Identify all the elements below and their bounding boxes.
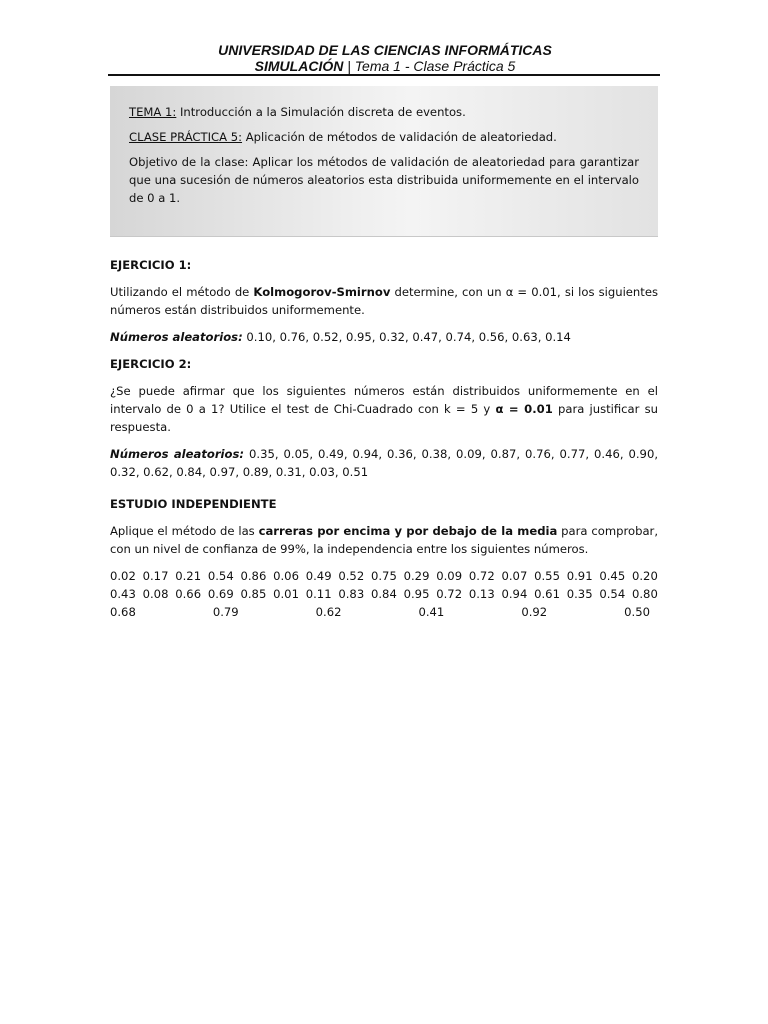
- number-value: 0.06: [273, 569, 299, 583]
- estudio-title: ESTUDIO INDEPENDIENTE: [110, 497, 277, 511]
- estudio-text-a: Aplique el método de las: [110, 524, 259, 538]
- ej2-nums: 0.35, 0.05, 0.49, 0.94, 0.36, 0.38, 0.09, 0.87, 0.76, 0.77, 0.46, 0.90, 0.32, 0.62, 0.84, 0.97, 0.89, 0.31, 0.03, 0.51: [110, 447, 658, 479]
- number-value: 0.43: [110, 587, 136, 601]
- numbers-row-1: [110, 567, 658, 585]
- number-value: 0.01: [273, 587, 299, 601]
- number-value: 0.95: [403, 587, 430, 601]
- estudio-text-b: para comprobar, con un nivel de confianza de 99%, la independencia entre los siguientes números.: [110, 524, 659, 556]
- header-subtitle: Tema 1 - Clase Práctica 5: [354, 58, 516, 74]
- number-value: 0.21: [175, 569, 202, 583]
- number-value: 0.08: [142, 587, 169, 601]
- header-rule: [108, 74, 660, 76]
- number-value: 0.69: [207, 587, 234, 601]
- number-value: 0.62: [315, 605, 342, 619]
- estudio-method: carreras por encima y por debajo de la media: [258, 524, 558, 538]
- number-value: 0.20: [632, 569, 658, 583]
- number-value: 0.85: [240, 587, 267, 601]
- university-name: UNIVERSIDAD DE LAS CIENCIAS INFORMÁTICAS: [218, 42, 552, 58]
- tema-text: Introducción a la Simulación discreta de eventos.: [176, 105, 466, 119]
- number-value: 0.68: [110, 605, 136, 619]
- tema-line: [129, 103, 639, 121]
- ej1-nums: 0.10, 0.76, 0.52, 0.95, 0.32, 0.47, 0.74, 0.56, 0.63, 0.14: [242, 330, 571, 344]
- numbers-row-2: [110, 585, 658, 603]
- number-value: 0.94: [501, 587, 528, 601]
- number-value: 0.09: [436, 569, 463, 583]
- number-value: 0.84: [371, 587, 397, 601]
- number-value: 0.61: [534, 587, 560, 601]
- number-value: 0.45: [599, 569, 626, 583]
- objetivo-label: Objetivo de la clase:: [129, 155, 249, 169]
- estudio-statement: [110, 522, 658, 558]
- course-name: SIMULACIÓN: [254, 58, 344, 74]
- number-value: 0.66: [175, 587, 202, 601]
- document-header: [110, 42, 660, 74]
- number-value: 0.54: [207, 569, 234, 583]
- ej1-numbers: [110, 328, 658, 346]
- estudio-numbers: [110, 567, 658, 621]
- number-value: 0.79: [212, 605, 239, 619]
- ej2-nums-label: Números aleatorios:: [110, 447, 245, 461]
- number-value: 0.72: [468, 569, 495, 583]
- ej1-title: EJERCICIO 1:: [110, 258, 192, 272]
- ej2-text-a: ¿Se puede afirmar que los siguientes números están distribuidos uniformemente en el intervalo de 0 a 1? Utilice el test de Chi-Cuadrado con k = 5 y: [110, 384, 658, 416]
- objetivo-text: Aplicar los métodos de validación de aleatoriedad para garantizar que una sucesión de números aleatorios esta distribuida uniformemente en el intervalo de 0 a 1.: [129, 155, 639, 205]
- ej1-statement: [110, 283, 658, 319]
- number-value: 0.91: [566, 569, 593, 583]
- number-value: 0.07: [501, 569, 528, 583]
- number-value: 0.11: [305, 587, 332, 601]
- ej1-method: Kolmogorov-Smirnov: [253, 285, 391, 299]
- ej2-text-b: para justificar su respuesta.: [110, 402, 658, 434]
- number-value: 0.50: [624, 605, 650, 619]
- number-value: 0.41: [418, 605, 445, 619]
- number-value: 0.54: [599, 587, 626, 601]
- ej1-text-b: determine, con un α = 0.01, si los siguientes números están distribuidos uniformemente.: [110, 285, 658, 317]
- number-value: 0.02: [110, 569, 136, 583]
- ej1-text-a: Utilizando el método de: [110, 285, 254, 299]
- exercises-body: [110, 256, 658, 621]
- number-value: 0.72: [436, 587, 463, 601]
- number-value: 0.49: [305, 569, 332, 583]
- number-value: 0.17: [142, 569, 169, 583]
- number-value: 0.29: [403, 569, 430, 583]
- ej2-alpha: α = 0.01: [495, 402, 553, 416]
- objetivo-line: [129, 153, 639, 207]
- number-value: 0.55: [534, 569, 560, 583]
- tema-label: TEMA 1:: [129, 105, 177, 119]
- ej1-nums-label: Números aleatorios:: [110, 330, 243, 344]
- number-value: 0.35: [566, 587, 593, 601]
- lesson-summary-box: [110, 86, 658, 237]
- course-line: [110, 58, 660, 74]
- clase-label: CLASE PRÁCTICA 5:: [129, 130, 243, 144]
- header-separator: |: [343, 58, 355, 74]
- number-value: 0.80: [632, 587, 658, 601]
- number-value: 0.52: [338, 569, 365, 583]
- numbers-row-3: [110, 603, 658, 621]
- ej2-statement: [110, 382, 658, 436]
- number-value: 0.75: [371, 569, 397, 583]
- number-value: 0.86: [240, 569, 267, 583]
- ej2-title: EJERCICIO 2:: [110, 357, 192, 371]
- clase-text: Aplicación de métodos de validación de aleatoriedad.: [242, 130, 557, 144]
- ej2-numbers: [110, 445, 658, 481]
- number-value: 0.92: [521, 605, 548, 619]
- clase-line: [129, 128, 639, 146]
- number-value: 0.13: [468, 587, 495, 601]
- number-value: 0.83: [338, 587, 365, 601]
